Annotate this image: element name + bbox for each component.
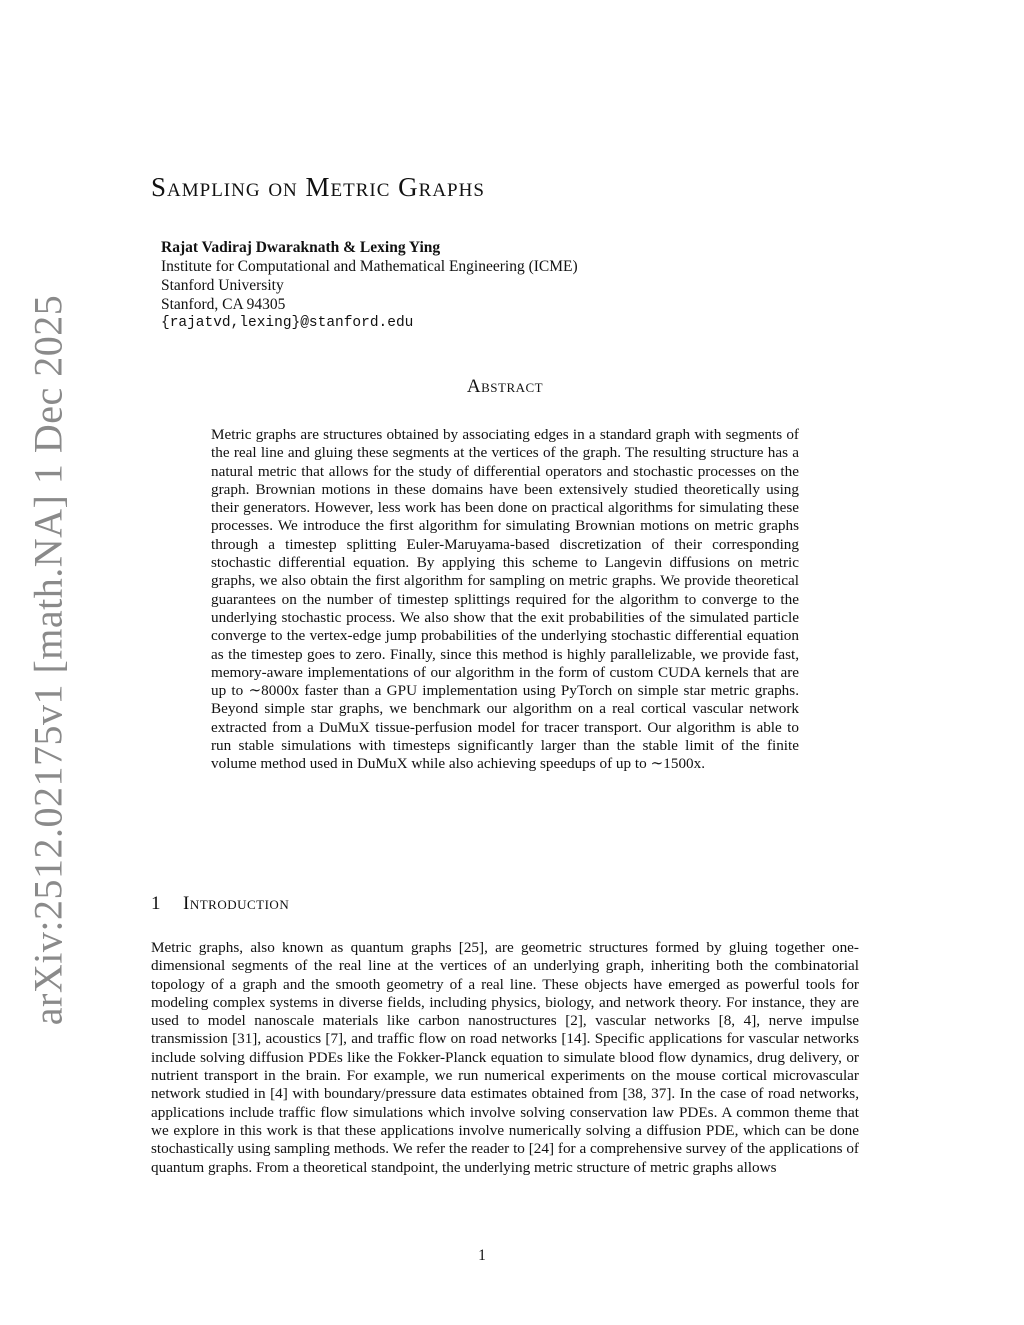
author-university: Stanford University [161,277,284,294]
section-title: Introduction [183,893,290,914]
author-email[interactable]: {rajatvd,lexing}@stanford.edu [161,315,414,331]
author-names: Rajat Vadiraj Dwaraknath & Lexing Ying [161,239,441,256]
section-number: 1 [151,893,161,914]
author-affiliation: Institute for Computational and Mathematical Engineering (ICME) [161,258,578,275]
section-heading [151,893,289,915]
paper-title: Sampling on Metric Graphs [151,172,485,202]
abstract-heading: Abstract [466,376,544,397]
page-number: 1 [478,1247,486,1264]
author-block [161,238,578,333]
abstract-text: Metric graphs are structures obtained by associating edges in a standard graph with segments of the real line and gluing these segments at the vertices of the graph. The resulting structure has a natural metric that allows for the study of differential operators and stochastic processes on the graph. Brownian motions in these domains have been extensively studied theoretically using their generators. However, less work has been done on practical algorithms for simulating these processes. We introduce the first algorithm for simulating Brownian motions on metric graphs through a timestep splitting Euler-Maruyama-based discretization of their corresponding stochastic differential equation. By applying this scheme to Langevin diffusions on metric graphs, we also obtain the first algorithm for sampling on metric graphs. We provide theoretical guarantees on the number of timestep splittings required for the algorithm to converge to the underlying stochastic process. We also show that the exit probabilities of the simulated particle converge to the vertex-edge jump probabilities of the underlying stochastic differential equation as the timestep goes to zero. Finally, since this method is highly parallelizable, we provide fast, memory-aware implementations of our algorithm in the form of custom CUDA kernels that are up to ∼8000x faster than a GPU implementation using PyTorch on simple star metric graphs. Beyond simple star graphs, we benchmark our algorithm on a real cortical vascular network extracted from a DuMuX tissue-perfusion model for tracer transport. Our algorithm is able to run stable simulations with timesteps significantly larger than the stable limit of the finite volume method used in DuMuX while also achieving speedups of up to ∼1500x. [211,426,799,773]
author-address: Stanford, CA 94305 [161,296,286,313]
arxiv-identifier: arXiv:2512.02175v1 [math.NA] 1 Dec 2025 [25,294,71,1026]
introduction-text: Metric graphs, also known as quantum graphs [25], are geometric structures formed by gluing together one-dimensional segments of the real line at the vertices of an underlying graph, inheriting both the combinatorial topology of a graph and the smooth geometry of a real line. These objects have emerged as powerful tools for modeling complex systems in diverse fields, including physics, biology, and network theory. For instance, they are used to model nanoscale materials like carbon nanostructures [2], vascular networks [8, 4], nerve impulse transmission [31], acoustics [7], and traffic flow on road networks [14]. Specific applications for vascular networks include solving diffusion PDEs like the Fokker-Planck equation to simulate blood flow dynamics, drug delivery, or nutrient transport in the brain. For example, we run numerical experiments on the mouse cortical microvascular network studied in [4] with boundary/pressure data estimates obtained from [38, 37]. In the case of road networks, applications include traffic flow simulations which involve solving conservation law PDEs. A common theme that we explore in this work is that these applications involve numerically solving a diffusion PDE, which can be done stochastically using sampling methods. We refer the reader to [24] for a comprehensive survey of the applications of quantum graphs. From a theoretical standpoint, the underlying metric structure of metric graphs allows [151,939,859,1176]
